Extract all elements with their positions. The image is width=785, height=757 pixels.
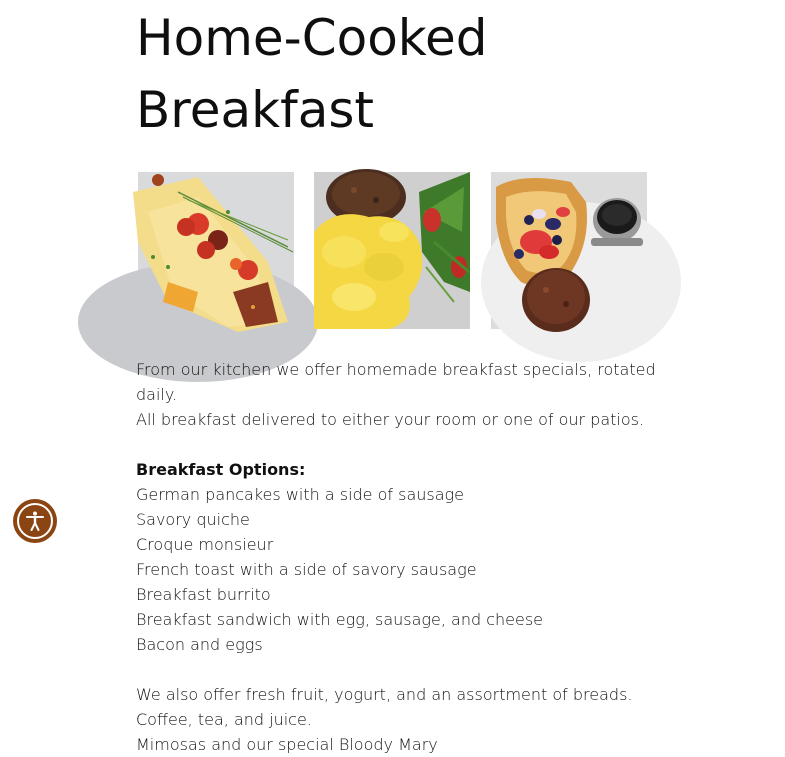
page-title-line-1: Home-Cooked [136, 9, 488, 67]
intro-line-1: From our kitchen we offer homemade breakfast specials, rotated daily. [136, 360, 656, 404]
options-heading: Breakfast Options: [136, 460, 306, 479]
option-item: Breakfast burrito [136, 585, 271, 604]
omelette-photo[interactable] [138, 172, 294, 329]
accessibility-icon [23, 509, 47, 533]
omelette-image [138, 172, 294, 329]
accessibility-button[interactable] [13, 499, 57, 543]
intro-line-2: All breakfast delivered to either your room or one of our patios. [136, 410, 645, 429]
option-item: Breakfast sandwich with egg, sausage, and cheese [136, 610, 544, 629]
option-item: German pancakes with a side of sausage [136, 485, 464, 504]
option-item: Savory quiche [136, 510, 250, 529]
accessibility-icon-ring [17, 503, 53, 539]
scrambled-eggs-sausage-photo[interactable] [314, 172, 470, 329]
option-item: Bacon and eggs [136, 635, 263, 654]
french-toast-berries-photo[interactable] [491, 172, 647, 329]
extras-line-1: We also offer fresh fruit, yogurt, and an assortment of breads. [136, 685, 633, 704]
scrambled-eggs-image [314, 172, 470, 329]
page-title [136, 2, 487, 146]
option-item: Croque monsieur [136, 535, 274, 554]
page-body [136, 357, 656, 757]
photo-gallery [138, 172, 648, 329]
extras-line-2: Coffee, tea, and juice. [136, 710, 312, 729]
french-toast-image [491, 172, 647, 329]
page-title-line-2: Breakfast [136, 81, 375, 139]
extras-line-3: Mimosas and our special Bloody Mary [136, 735, 438, 754]
option-item: French toast with a side of savory sausage [136, 560, 477, 579]
